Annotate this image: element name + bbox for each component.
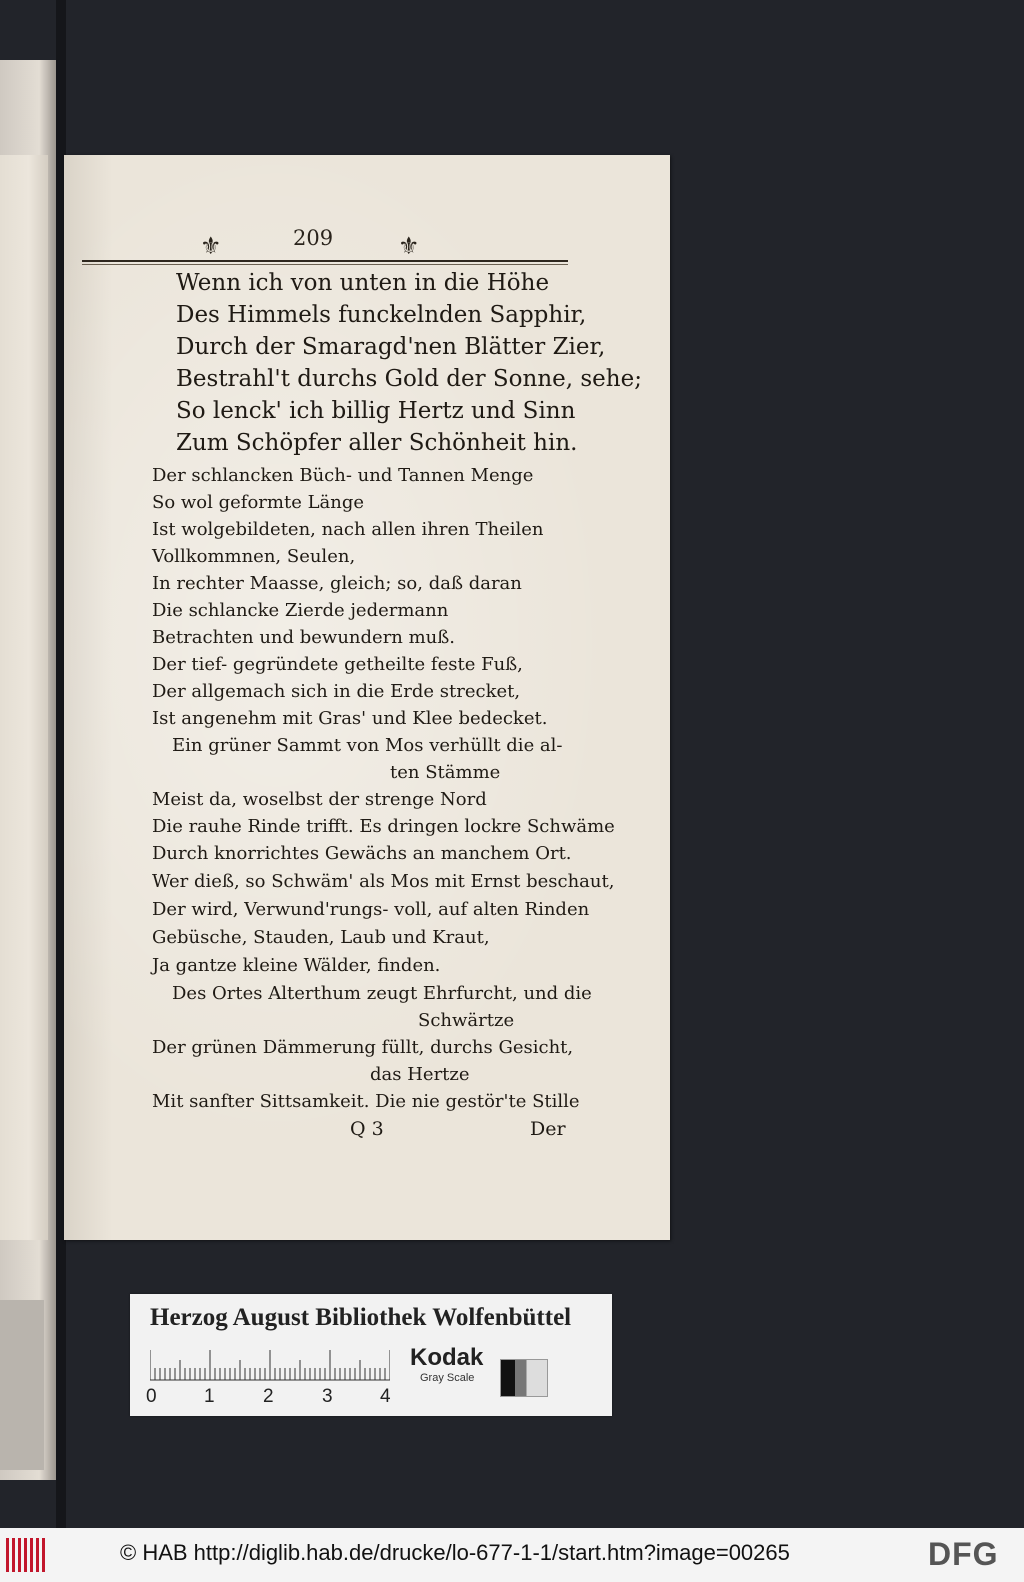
stanza-line: Zum Schöpfer aller Schönheit hin. [176, 430, 578, 456]
text-line: Vollkommnen, Seulen, [152, 546, 356, 567]
text-line: Ist wolgebildeten, nach allen ihren Theilen [152, 519, 544, 540]
header-rule-thin [82, 264, 568, 265]
text-line: Der allgemach sich in die Erde strecket, [152, 681, 521, 702]
footer-bar [0, 1528, 1024, 1582]
text-line: Der grünen Dämmerung füllt, durchs Gesicht, [152, 1037, 574, 1058]
text-line: Der wird, Verwund'rungs- voll, auf alten Rinden [152, 899, 590, 920]
catchword: Der [530, 1118, 566, 1140]
right-fleuron-ornament: ⚜ [398, 232, 420, 260]
stanza-line: Durch der Smaragd'nen Blätter Zier, [176, 334, 606, 360]
kodak-logo: Kodak [410, 1344, 484, 1371]
signature-mark: Q 3 [350, 1118, 384, 1140]
stanza-line: So lenck' ich billig Hertz und Sinn [176, 398, 576, 424]
stanza-line: Wenn ich von unten in die Höhe [176, 270, 550, 296]
previous-page-strip [0, 155, 48, 1240]
dfg-logo: DFG [928, 1536, 999, 1572]
ruler-number: 2 [263, 1386, 274, 1407]
ruler-number: 1 [204, 1386, 215, 1407]
stanza-line: Des Himmels funckelnden Sapphir, [176, 302, 587, 328]
ruler-icon [150, 1348, 390, 1382]
text-line: Wer dieß, so Schwäm' als Mos mit Ernst beschaut, [152, 871, 615, 892]
left-fleuron-ornament: ⚜ [200, 232, 222, 260]
text-line-continuation: Schwärtze [418, 1010, 515, 1031]
ruler-number: 0 [146, 1386, 157, 1407]
header-rule [82, 260, 568, 262]
gray-scale-label: Gray Scale [420, 1372, 475, 1384]
barcode-icon [6, 1538, 48, 1572]
text-line: Betrachten und bewundern muß. [152, 627, 456, 648]
text-line: Der schlancken Büch- und Tannen Menge [152, 465, 534, 486]
text-line: Die rauhe Rinde trifft. Es dringen lockre Schwäme [152, 816, 615, 837]
previous-page-lower-edge [0, 1300, 44, 1470]
copyright-url[interactable]: © HAB http://diglib.hab.de/drucke/lo-677-1-1/start.htm?image=00265 [120, 1540, 790, 1565]
gray-scale-patch [500, 1359, 548, 1397]
stanza-line: Bestrahl't durchs Gold der Sonne, sehe; [176, 366, 642, 392]
text-line: In rechter Maasse, gleich; so, daß daran [152, 573, 522, 594]
text-line: Gebüsche, Stauden, Laub und Kraut, [152, 927, 490, 948]
text-line: Ja gantze kleine Wälder, finden. [152, 955, 441, 976]
library-name: Herzog August Bibliothek Wolfenbüttel [150, 1304, 572, 1331]
text-line: Durch knorrichtes Gewächs an manchem Ort. [152, 843, 572, 864]
ruler-number: 3 [322, 1386, 333, 1407]
text-line: Meist da, woselbst der strenge Nord [152, 789, 487, 810]
text-line: Die schlancke Zierde jedermann [152, 600, 449, 621]
text-line: So wol geformte Länge [152, 492, 365, 513]
text-line-continuation: ten Stämme [390, 762, 501, 783]
text-line: Ist angenehm mit Gras' und Klee bedecket. [152, 708, 548, 729]
text-line-continuation: das Hertze [370, 1064, 470, 1085]
text-line: Des Ortes Alterthum zeugt Ehrfurcht, und die [172, 983, 592, 1004]
ruler-number: 4 [380, 1386, 391, 1407]
gray-scale-card [130, 1294, 612, 1416]
text-line: Ein grüner Sammt von Mos verhüllt die al- [172, 735, 563, 756]
text-line: Mit sanfter Sittsamkeit. Die nie gestör'te Stille [152, 1091, 580, 1112]
page-number: 209 [293, 226, 334, 250]
text-line: Der tief- gegründete getheilte feste Fuß, [152, 654, 523, 675]
